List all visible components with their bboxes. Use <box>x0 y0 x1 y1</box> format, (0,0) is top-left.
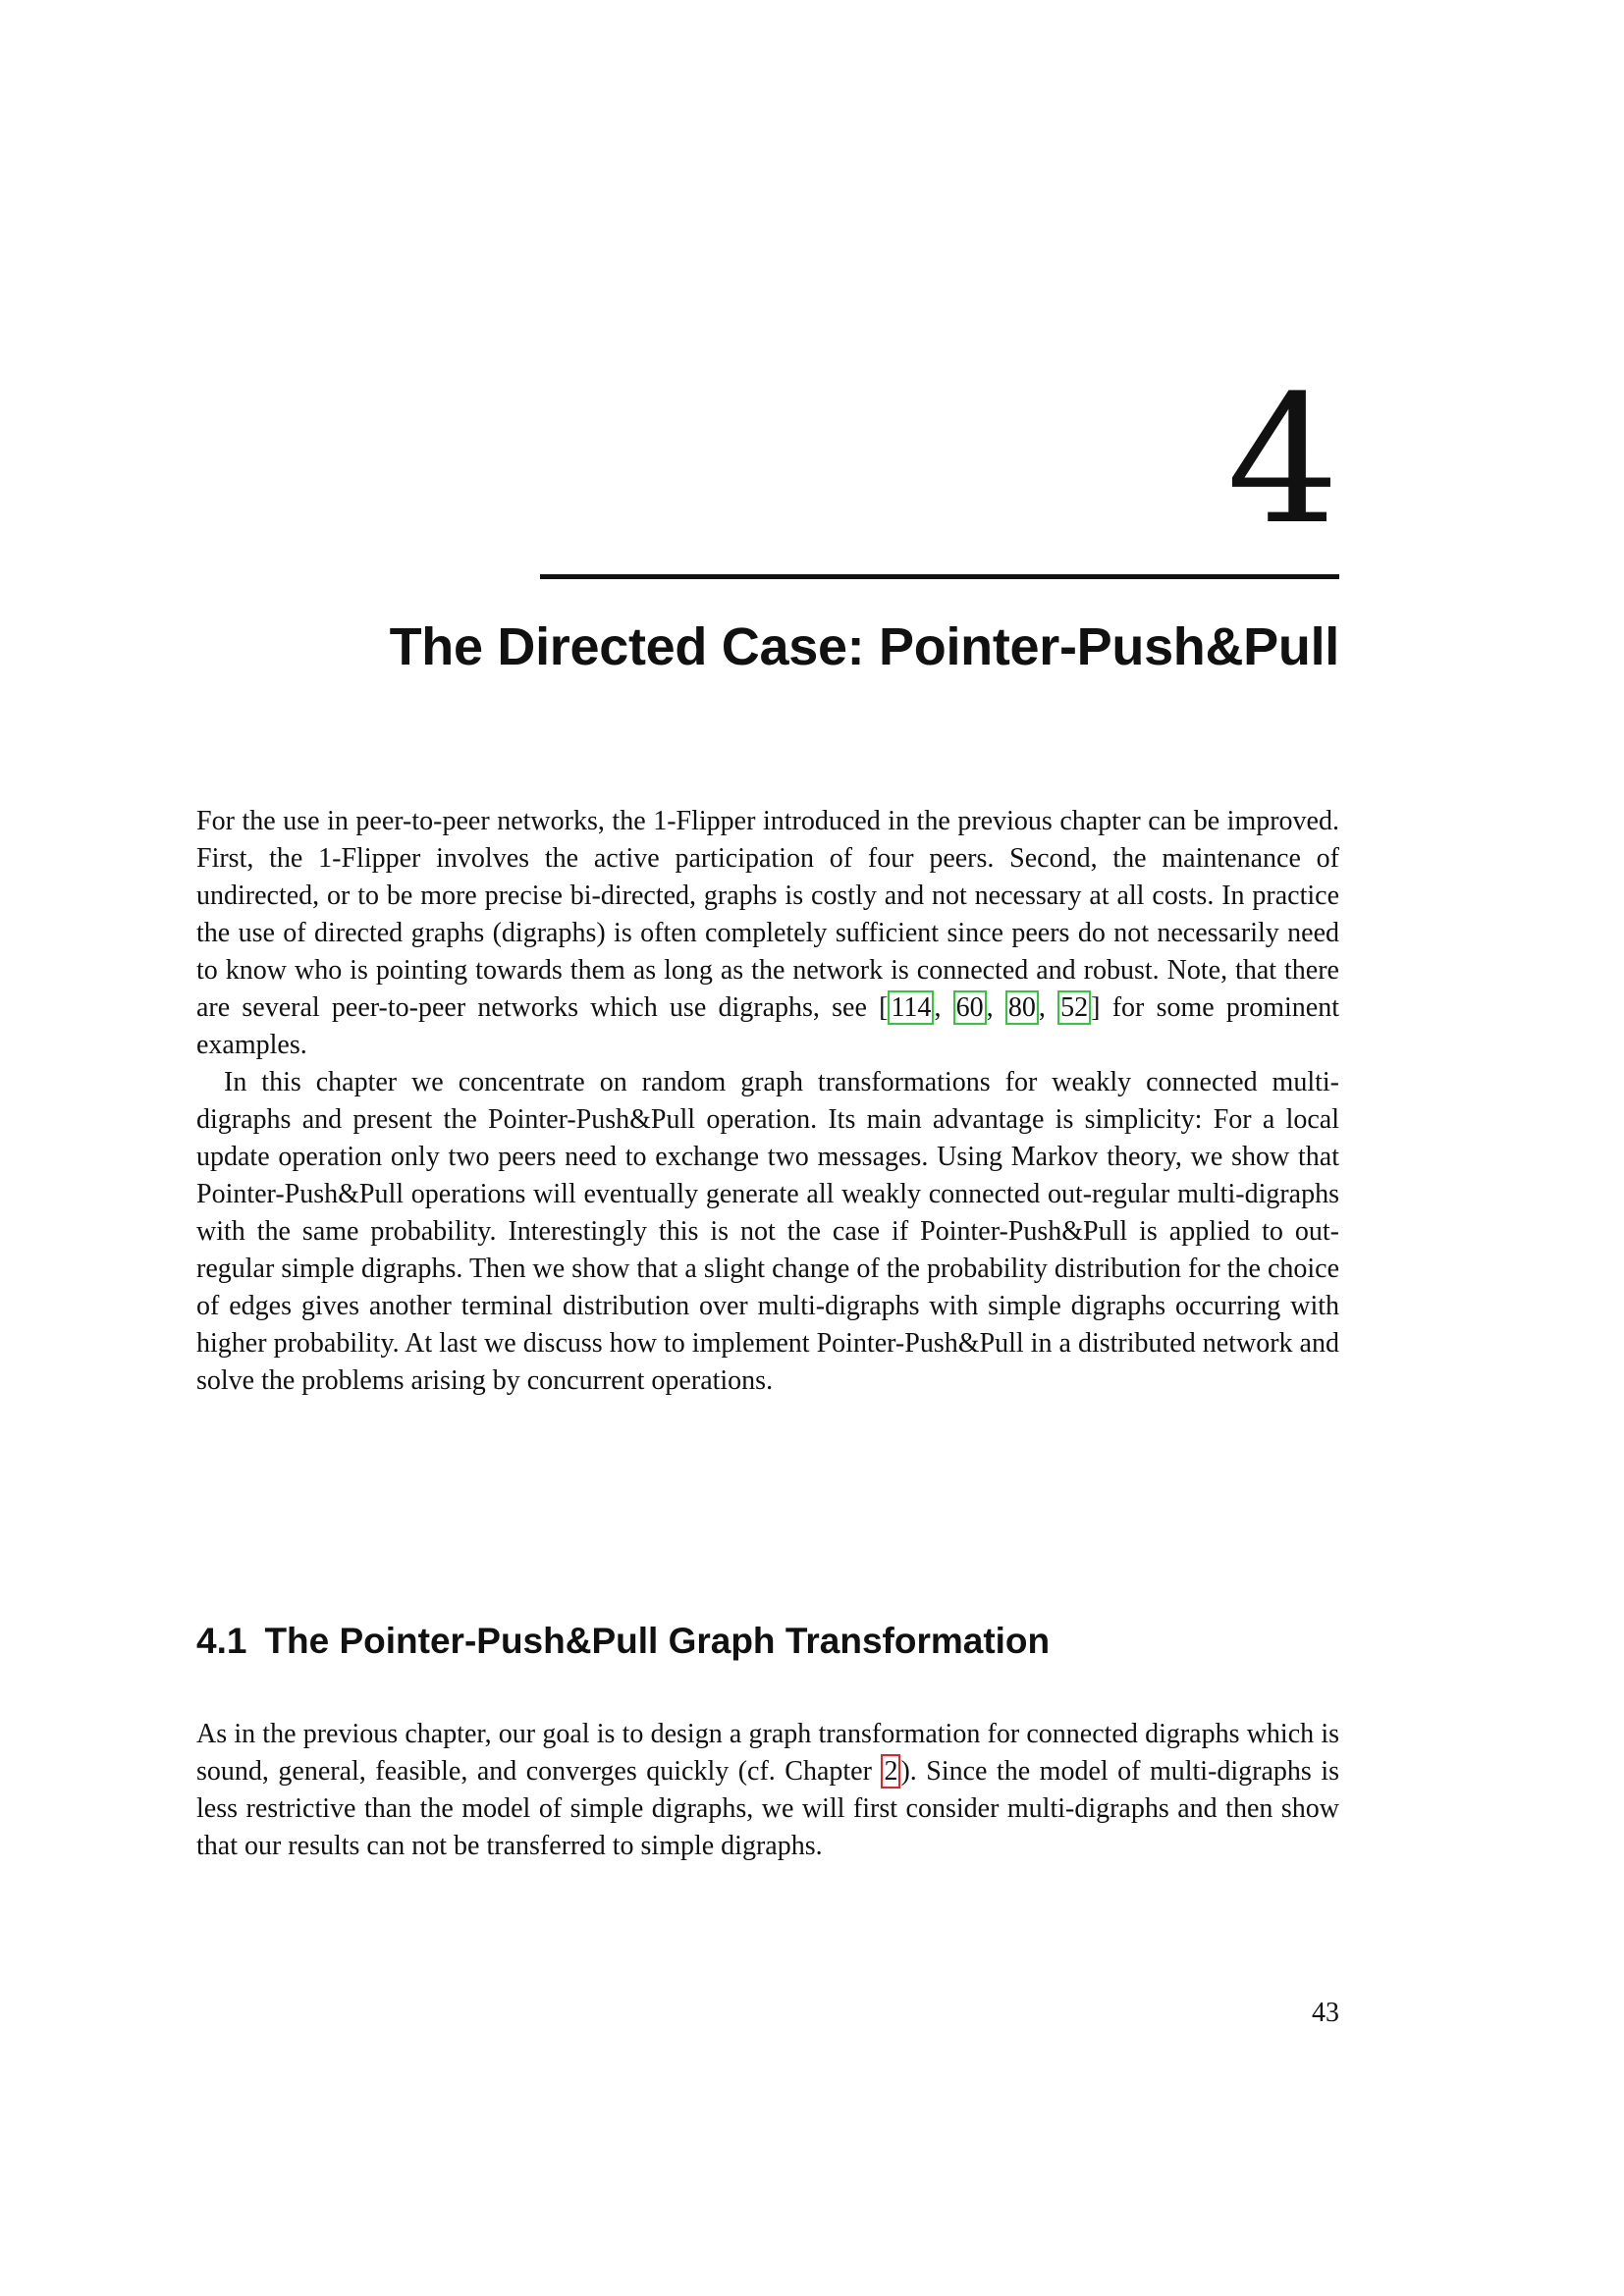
page-number: 43 <box>1312 1998 1339 2028</box>
intro-text <box>196 803 1339 1400</box>
citation-link[interactable]: 80 <box>1005 990 1039 1025</box>
intro-paragraph-1: For the use in peer-to-peer networks, the 1-Flipper introduced in the previous chapter can be improved. First, the 1-Flipper involves the active participation of four peers. Second, the maintenance of undirected, or to be more precise bi-directed, graphs is costly and not necessary at all costs. In practice the use of directed graphs (digraphs) is often completely sufficient since peers do not necessarily need to know who is pointing towards them as long as the network is connected and robust. Note, that there are several peer-to-peer networks which use digraphs, see [ 114 , 60 , 80 , 52 ] for some prominent examples. <box>196 806 1340 1060</box>
intro-paragraph-1-tail: ] for some prominent examples. <box>196 992 1340 1060</box>
citation-link[interactable]: 114 <box>888 990 934 1025</box>
chapter-title: The Directed Case: Pointer-Push&Pull <box>389 617 1339 676</box>
chapter-rule <box>540 574 1339 579</box>
intro-paragraph-1-text: For the use in peer-to-peer networks, the 1-Flipper introduced in the previous chapter can be improved. First, the 1-Flipper involves the active participation of four peers. Second, the maintenance of undirected, or to be more precise bi-directed, graphs is costly and not necessary at all costs. In practice the use of directed graphs (digraphs) is often completely sufficient since peers do not necessarily need to know who is pointing towards them as long as the network is connected and robust. Note, that there are several peer-to-peer networks which use digraphs, see [ <box>196 806 1339 1023</box>
chapter-number: 4 <box>1226 358 1339 563</box>
intro-paragraph-2: In this chapter we concentrate on random graph transformations for weakly connected multi-digraphs and present the Pointer-Push&Pull operation. Its main advantage is simplicity: For a local update operation only two peers need to exchange two messages. Using Markov theory, we show that Pointer-Push&Pull operations will eventually generate all weakly connected out-regular multi-digraphs with the same probability. Interestingly this is not the case if Pointer-Push&Pull is applied to out-regular simple digraphs. Then we show that a slight change of the probability distribution for the choice of edges gives another terminal distribution over multi-digraphs with simple digraphs occurring with higher probability. At last we discuss how to implement Pointer-Push&Pull in a distributed network and solve the problems arising by concurrent operations. <box>196 1067 1339 1396</box>
section-heading <box>196 1620 1050 1663</box>
section-paragraph-1 <box>196 1716 1339 1865</box>
chapter-reference-link[interactable]: 2 <box>881 1754 900 1789</box>
section-text <box>196 1716 1339 1865</box>
section-paragraph-1-text: As in the previous chapter, our goal is to design a graph transformation for connected digraphs which is sound, general, feasible, and converges quickly (cf. Chapter <box>196 1719 1339 1787</box>
citation-link[interactable]: 52 <box>1057 990 1091 1025</box>
section-number: 4.1 <box>196 1621 247 1661</box>
citation-link[interactable]: 60 <box>953 990 987 1025</box>
section-title: The Pointer-Push&Pull Graph Transformation <box>264 1621 1051 1661</box>
section-paragraph-1-tail: ). Since the model of multi-digraphs is less restrictive than the model of simple digraphs, we will first consider multi-digraphs and then show that our results can not be transferred to simple digraphs. <box>196 1756 1340 1861</box>
